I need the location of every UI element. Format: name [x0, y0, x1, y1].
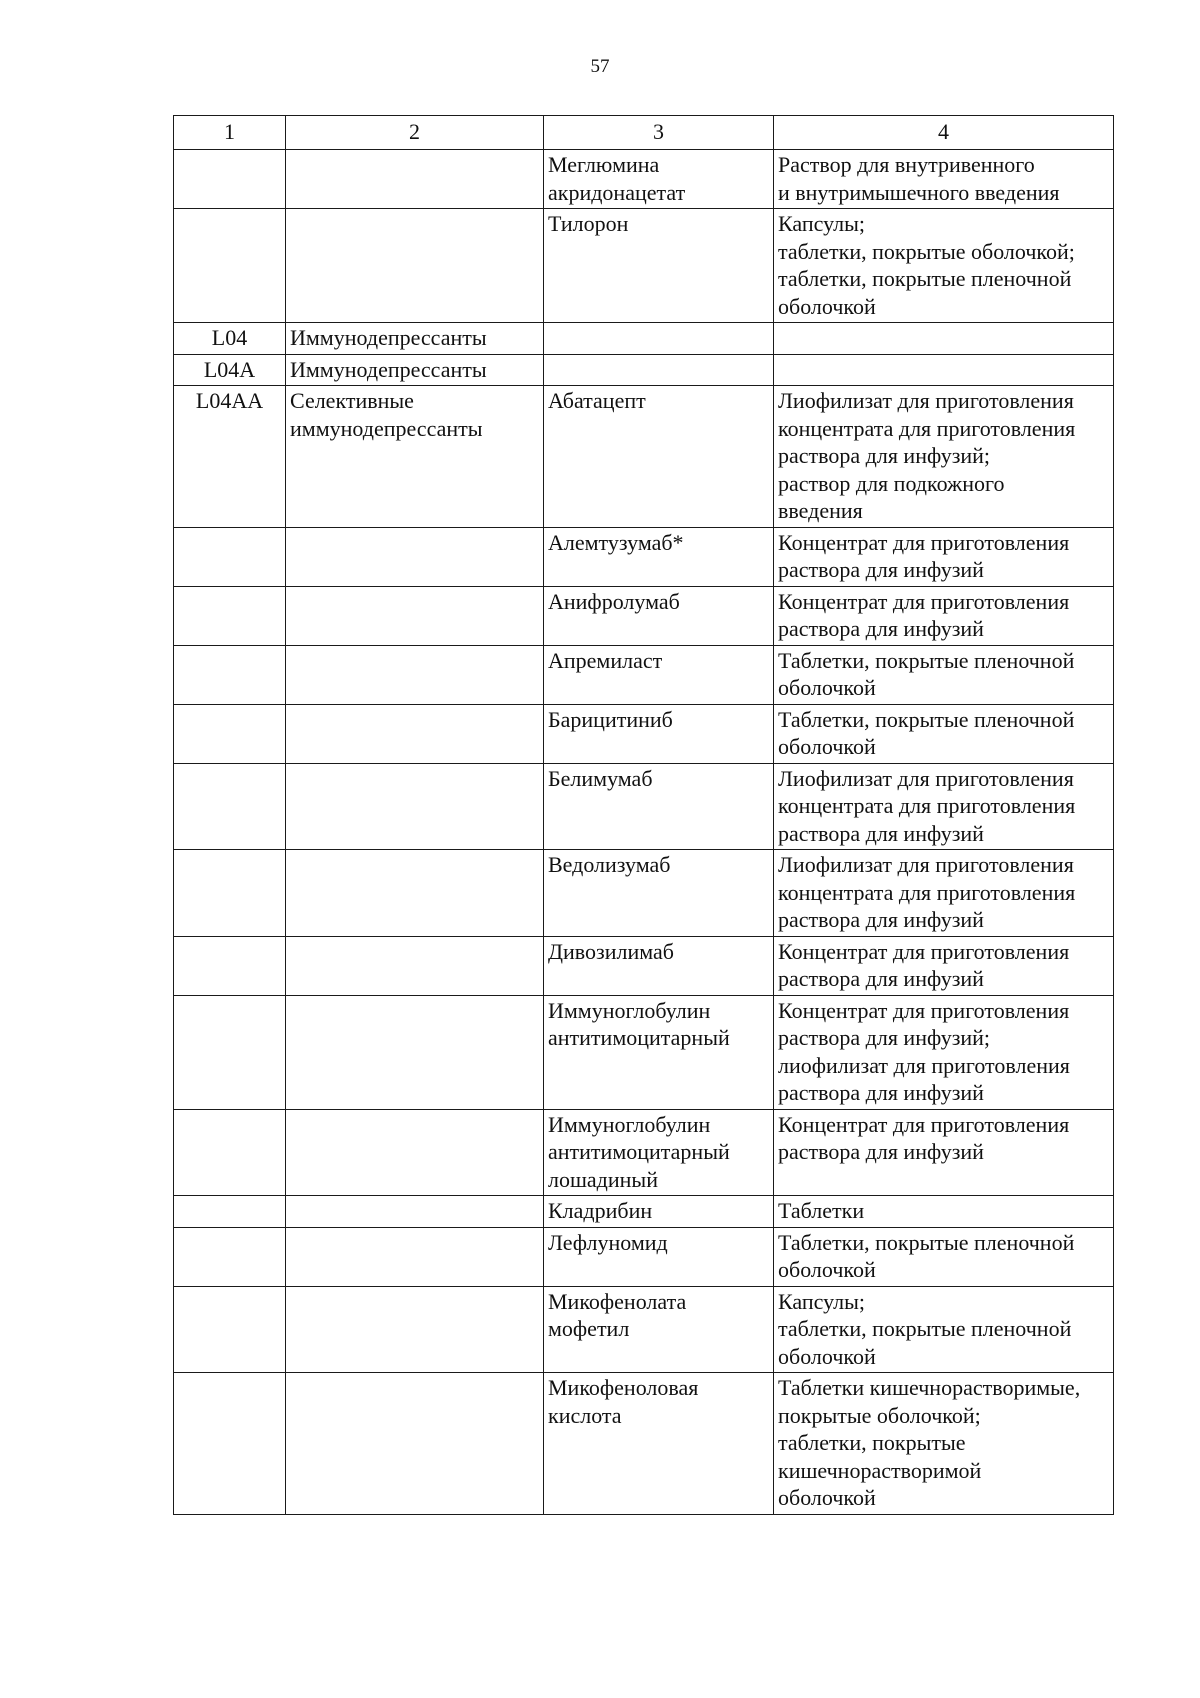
dosage-form-cell: Таблетки, покрытые пленочной оболочкой	[774, 645, 1114, 704]
atc-code-cell	[174, 704, 286, 763]
atc-code-cell	[174, 936, 286, 995]
drug-name-cell: Абатацепт	[544, 386, 774, 528]
dosage-form-cell: Концентрат для приготовления раствора для инфузий	[774, 586, 1114, 645]
table-row	[174, 763, 1114, 850]
drug-name-cell: Иммуноглобулин антитимоцитарный лошадиный	[544, 1109, 774, 1196]
table-row	[174, 527, 1114, 586]
drug-name-cell: Иммуноглобулин антитимоцитарный	[544, 995, 774, 1109]
group-name-cell	[286, 704, 544, 763]
group-name-cell	[286, 995, 544, 1109]
table-header-row	[174, 116, 1114, 150]
group-name-cell: Селективные иммунодепрессанты	[286, 386, 544, 528]
group-name-cell	[286, 1109, 544, 1196]
dosage-form-cell: Таблетки	[774, 1196, 1114, 1228]
drug-table	[173, 115, 1114, 1515]
table-row	[174, 354, 1114, 386]
drug-name-cell: Кладрибин	[544, 1196, 774, 1228]
drug-name-cell: Тилорон	[544, 209, 774, 323]
table-row	[174, 1109, 1114, 1196]
table-row	[174, 850, 1114, 937]
drug-name-cell: Алемтузумаб*	[544, 527, 774, 586]
group-name-cell: Иммунодепрессанты	[286, 323, 544, 355]
group-name-cell	[286, 763, 544, 850]
group-name-cell	[286, 850, 544, 937]
dosage-form-cell: Таблетки, покрытые пленочной оболочкой	[774, 1227, 1114, 1286]
table-row	[174, 1196, 1114, 1228]
atc-code-cell	[174, 1227, 286, 1286]
dosage-form-cell: Капсулы; таблетки, покрытые пленочной оболочкой	[774, 1286, 1114, 1373]
group-name-cell	[286, 586, 544, 645]
drug-table-body	[174, 116, 1114, 1515]
table-row	[174, 586, 1114, 645]
column-header-2: 2	[286, 116, 544, 150]
dosage-form-cell: Капсулы; таблетки, покрытые оболочкой; таблетки, покрытые пленочной оболочкой	[774, 209, 1114, 323]
atc-code-cell	[174, 586, 286, 645]
drug-name-cell: Дивозилимаб	[544, 936, 774, 995]
table-row	[174, 150, 1114, 209]
atc-code-cell	[174, 150, 286, 209]
dosage-form-cell: Лиофилизат для приготовления концентрата для приготовления раствора для инфузий; раствор для подкожного введения	[774, 386, 1114, 528]
atc-code-cell	[174, 763, 286, 850]
table-row	[174, 704, 1114, 763]
table-row	[174, 936, 1114, 995]
dosage-form-cell: Концентрат для приготовления раствора для инфузий; лиофилизат для приготовления раствора для инфузий	[774, 995, 1114, 1109]
dosage-form-cell: Концентрат для приготовления раствора для инфузий	[774, 936, 1114, 995]
page-number: 57	[590, 56, 610, 77]
atc-code-cell	[174, 1286, 286, 1373]
drug-name-cell: Лефлуномид	[544, 1227, 774, 1286]
atc-code-cell	[174, 850, 286, 937]
dosage-form-cell: Лиофилизат для приготовления концентрата для приготовления раствора для инфузий	[774, 850, 1114, 937]
drug-name-cell: Ведолизумаб	[544, 850, 774, 937]
drug-name-cell: Анифролумаб	[544, 586, 774, 645]
drug-name-cell: Барицитиниб	[544, 704, 774, 763]
dosage-form-cell: Концентрат для приготовления раствора для инфузий	[774, 527, 1114, 586]
atc-code-cell	[174, 209, 286, 323]
dosage-form-cell	[774, 323, 1114, 355]
drug-name-cell: Микофеноловая кислота	[544, 1373, 774, 1515]
atc-code-cell: L04	[174, 323, 286, 355]
group-name-cell	[286, 150, 544, 209]
group-name-cell	[286, 527, 544, 586]
column-header-3: 3	[544, 116, 774, 150]
group-name-cell	[286, 936, 544, 995]
dosage-form-cell: Таблетки кишечнорастворимые, покрытые оболочкой; таблетки, покрытые кишечнорастворимой оболочкой	[774, 1373, 1114, 1515]
group-name-cell	[286, 209, 544, 323]
atc-code-cell	[174, 1109, 286, 1196]
table-row	[174, 1227, 1114, 1286]
table-row	[174, 323, 1114, 355]
dosage-form-cell: Раствор для внутривенного и внутримышечного введения	[774, 150, 1114, 209]
group-name-cell	[286, 1227, 544, 1286]
group-name-cell	[286, 1286, 544, 1373]
drug-name-cell: Меглюмина акридонацетат	[544, 150, 774, 209]
drug-name-cell	[544, 354, 774, 386]
table-row	[174, 386, 1114, 528]
drug-name-cell	[544, 323, 774, 355]
table-row	[174, 645, 1114, 704]
atc-code-cell	[174, 527, 286, 586]
dosage-form-cell: Таблетки, покрытые пленочной оболочкой	[774, 704, 1114, 763]
group-name-cell	[286, 1196, 544, 1228]
atc-code-cell: L04AA	[174, 386, 286, 528]
drug-name-cell: Апремиласт	[544, 645, 774, 704]
dosage-form-cell: Концентрат для приготовления раствора для инфузий	[774, 1109, 1114, 1196]
group-name-cell	[286, 1373, 544, 1515]
atc-code-cell	[174, 995, 286, 1109]
atc-code-cell	[174, 1196, 286, 1228]
table-row	[174, 1373, 1114, 1515]
table-row	[174, 995, 1114, 1109]
column-header-4: 4	[774, 116, 1114, 150]
atc-code-cell	[174, 645, 286, 704]
group-name-cell: Иммунодепрессанты	[286, 354, 544, 386]
table-row	[174, 1286, 1114, 1373]
dosage-form-cell	[774, 354, 1114, 386]
atc-code-cell	[174, 1373, 286, 1515]
table-row	[174, 209, 1114, 323]
group-name-cell	[286, 645, 544, 704]
drug-name-cell: Белимумаб	[544, 763, 774, 850]
column-header-1: 1	[174, 116, 286, 150]
atc-code-cell: L04A	[174, 354, 286, 386]
dosage-form-cell: Лиофилизат для приготовления концентрата для приготовления раствора для инфузий	[774, 763, 1114, 850]
drug-name-cell: Микофенолата мофетил	[544, 1286, 774, 1373]
